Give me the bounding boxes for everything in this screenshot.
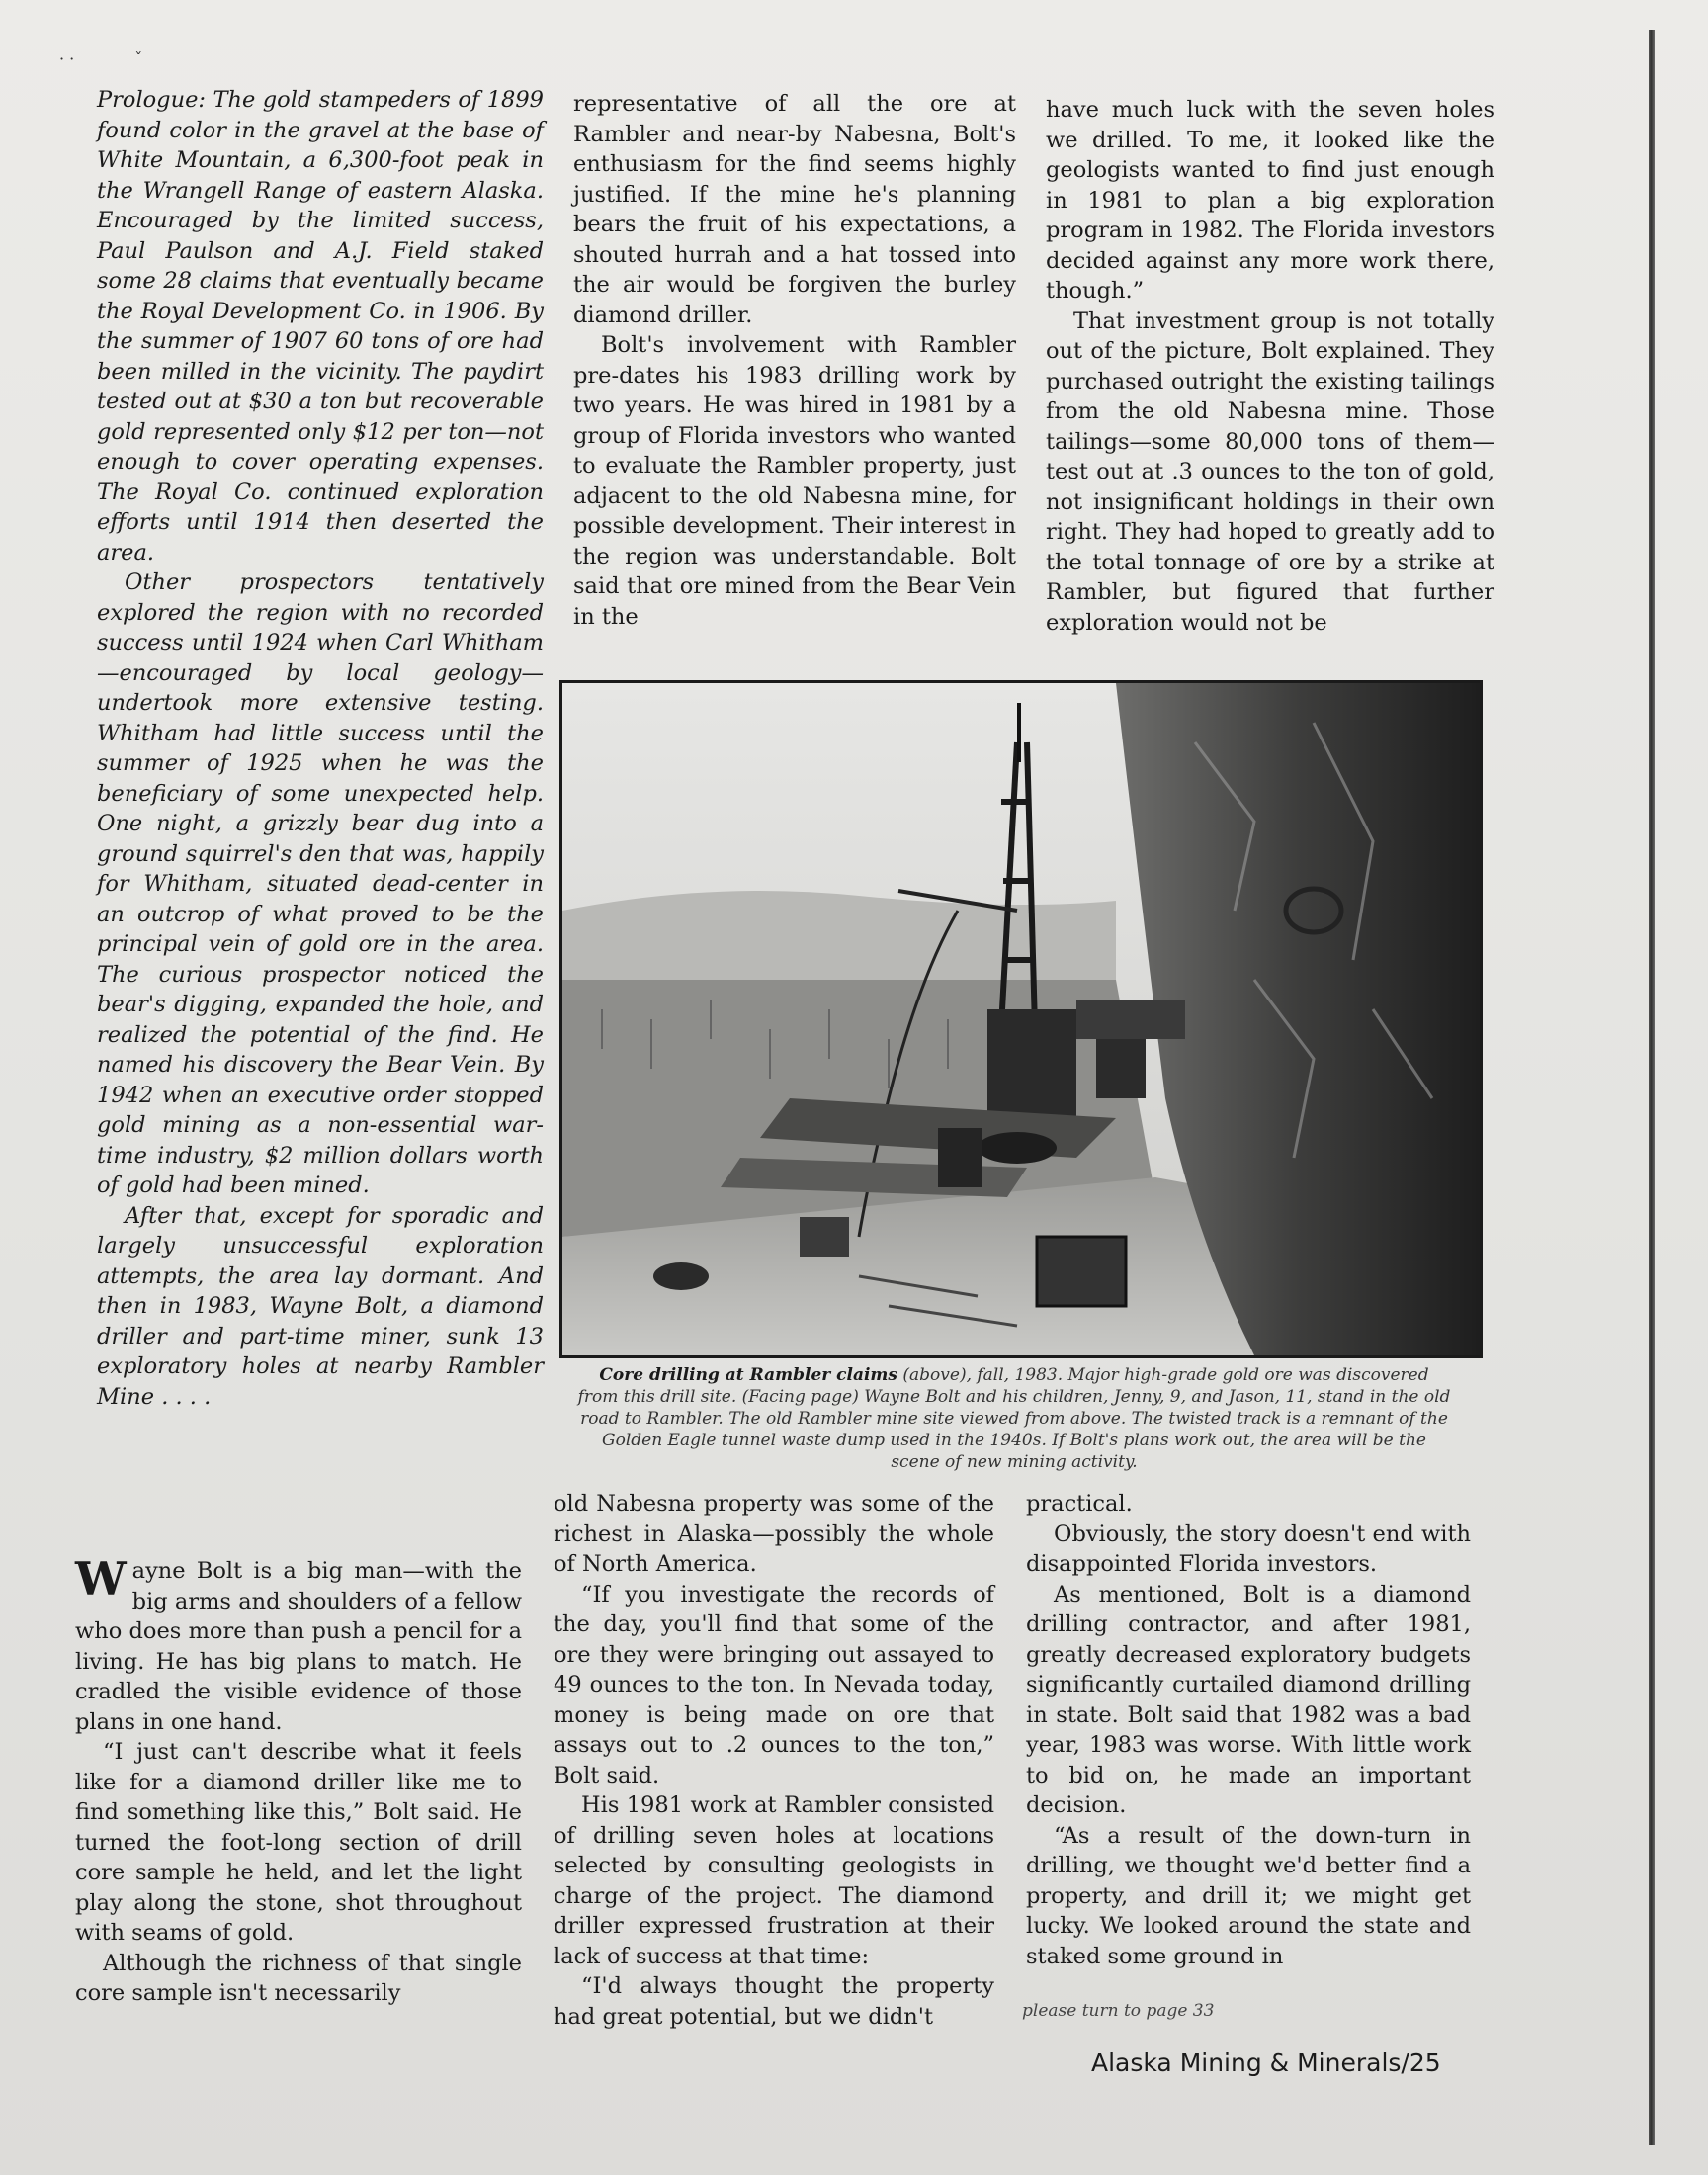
prologue-paragraph: Other prospectors tentatively explored the region with no recorded success until 1924 when Carl Whitham—encouraged by local geology—undertook more extensive testing. Whitham had little success until the summer of 1925 when he was the beneficiary of some unexpected help. One night, a grizzly bear dug into a ground squirrel's den that was, happily for Whitham, situated dead-center in an outcrop of what proved to be the principal vein of gold ore in the area. The curious prospector noticed the bear's digging, expanded the hole, and realized the potential of the find. He named his discovery the Bear Vein. By 1942 when an executive order stopped gold mining as a non-essential war-time industry, $2 million dollars worth of gold had been mined.: [97, 569, 544, 1198]
story-paragraph: practical.: [1026, 1491, 1133, 1517]
photo-caption: [577, 1364, 1451, 1473]
continued-note: please turn to page 33: [1022, 2001, 1215, 2021]
story-lead-paragraph: [75, 1552, 522, 1737]
story-paragraph: Bolt's involvement with Rambler pre-dates his 1983 drilling work by two years. He was hired in 1981 by a group of Florida investors who wanted to evaluate the Rambler property, just adjacent to the old Nabesna mine, for possible development. Their interest in the region was understandable. Bolt said that ore mined from the Bear Vein in the: [573, 332, 1016, 630]
story-paragraph: representative of all the ore at Rambler and near-by Nabesna, Bolt's enthusiasm for the find seems highly justified. If the mine he's planning bears the fruit of his expectations, a shouted hurrah and a hat tossed into the air would be forgiven the burley diamond driller.: [573, 91, 1016, 328]
story-paragraph: have much luck with the seven holes we drilled. To me, it looked like the geologists wanted to find just enough in 1981 to plan a big exploration program in 1982. The Florida investors decided against any more work there, though.”: [1046, 97, 1494, 304]
story-paragraph: old Nabesna property was some of the richest in Alaska—possibly the whole of North America.: [554, 1491, 994, 1577]
drill-rig-photo-illustration: [562, 683, 1480, 1355]
page-edge-rule: [1649, 30, 1655, 2145]
prologue-paragraph: Prologue: The gold stampeders of 1899 found color in the gravel at the base of White Mountain, a 6,300-foot peak in the Wrangell Range of eastern Alaska. Encouraged by the limited success, Paul Paulson and A.J. Field staked some 28 claims that eventually became the Royal Development Co. in 1906. By the summer of 1907 60 tons of ore had been milled in the vicinity. The paydirt tested out at $30 a ton but recoverable gold represented only $12 per ton—not enough to cover operating expenses. The Royal Co. continued exploration efforts until 1914 then deserted the area.: [97, 87, 544, 566]
caption-title: Core drilling at Rambler claims: [599, 1365, 897, 1385]
story-paragraph: That investment group is not totally out of the picture, Bolt explained. They purchased outright the existing tailings from the old Nabesna mine. Those tailings—some 80,000 tons of them—test out at .3 ounces to the ton of gold, not insignificant holdings in their own right. They had hoped to greatly add to the total tonnage of ore by a strike at Rambler, but figured that further exploration would not be: [1046, 307, 1494, 636]
story-paragraph: Although the richness of that single core sample isn't necessarily: [75, 1950, 522, 2006]
story-column-2-bottom: [554, 1489, 994, 2032]
story-paragraph: “As a result of the down-turn in drilling, we thought we'd better find a property, and drill it; we might get lucky. We looked around the state and staked some ground in: [1026, 1822, 1471, 1969]
story-lead-text: ayne Bolt is a big man—with the big arms and shoulders of a fellow who does more than push a pencil for a living. He has big plans to match. He cradled the visible evidence of those plans in one hand.: [75, 1558, 522, 1735]
drop-cap: W: [75, 1552, 127, 1606]
story-paragraph: Obviously, the story doesn't end with disappointed Florida investors.: [1026, 1521, 1471, 1577]
caption-text: (above), fall, 1983. Major high-grade gold ore was discovered from this drill site. (Facing page) Wayne Bolt and his children, Jenny, 9, and Jason, 11, stand in the old road to Rambler. The old Rambler mine site viewed from above. The twisted track is a remnant of the Golden Eagle tunnel waste dump used in the 1940s. If Bolt's plans work out, the area will be the scene of new mining activity.: [577, 1365, 1451, 1472]
story-column-3-top: [1046, 95, 1494, 638]
drill-site-photo: [559, 680, 1483, 1358]
story-column-1: [75, 1552, 522, 2009]
story-column-3-bottom: [1026, 1489, 1471, 1971]
scan-specks: · · ˇ: [59, 49, 143, 68]
story-paragraph: His 1981 work at Rambler consisted of drilling seven holes at locations selected by consulting geologists in charge of the project. The diamond driller expressed frustration at their lack of success at that time:: [554, 1792, 994, 1969]
story-paragraph: As mentioned, Bolt is a diamond drilling contractor, and after 1981, greatly decreased exploratory budgets significantly curtailed diamond drilling in state. Bolt said that 1982 was a bad year, 1983 was worse. With little work to bid on, he made an important decision.: [1026, 1581, 1471, 1818]
prologue-paragraph: After that, except for sporadic and largely unsuccessful exploration attempts, the area lay dormant. And then in 1983, Wayne Bolt, a diamond driller and part-time miner, sunk 13 exploratory holes at nearby Rambler Mine . . . .: [97, 1202, 544, 1410]
story-column-2-top: [573, 89, 1016, 632]
prologue-column: [97, 85, 544, 1412]
story-paragraph: “If you investigate the records of the day, you'll find that some of the ore they were bringing out assayed to 49 ounces to the ton. In Nevada today, money is being made on ore that assays out to .2 ounces to the ton,” Bolt said.: [554, 1581, 994, 1788]
story-paragraph: “I'd always thought the property had great potential, but we didn't: [554, 1973, 994, 2030]
story-paragraph: “I just can't describe what it feels like for a diamond driller like me to find something like this,” Bolt said. He turned the foot-long section of drill core sample he held, and let the light play along the stone, shot throughout with seams of gold.: [75, 1739, 522, 1946]
page-footer: Alaska Mining & Minerals/25: [1091, 2048, 1441, 2077]
